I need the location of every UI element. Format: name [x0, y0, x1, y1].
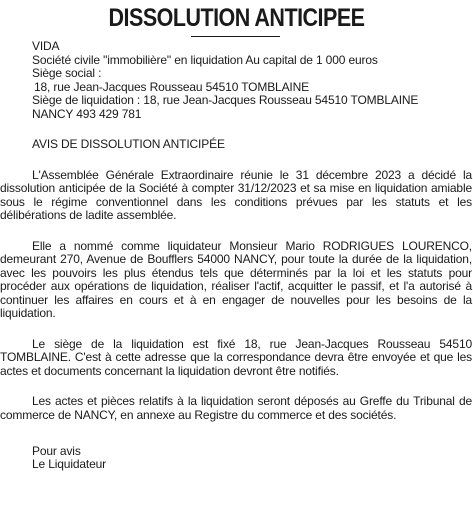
company-description: Société civile "immobilière" en liquidation Au capital de 1 000 euros: [32, 52, 378, 67]
paragraph-liquidator-text: Elle a nommé comme liquidateur Monsieur Mario RODRIGUES LOURENCO, demeurant 270, Avenue de Boufflers 54000 NANCY, pour toute la durée de la liquidation, avec les pouvoirs les plus étendus tels que déterminés par la loi et les statuts pour procéder aux opérations de liquidation, réaliser l'actif, acquitter le passif, et l'a autorisé à continuer les affaires en cours et à en engager de nouvelles pour les besoins de la liquidation.: [0, 238, 472, 320]
siege-label: Siège social :: [32, 66, 102, 80]
notice-body: [0, 40, 473, 472]
paragraph-seat: [0, 338, 473, 379]
paragraph-liquidator: [0, 240, 473, 321]
avis-heading: AVIS DE DISSOLUTION ANTICIPÉE: [32, 137, 225, 151]
closing-signatory: Le Liquidateur: [32, 457, 106, 471]
title-underline: [191, 36, 280, 37]
closing-pour-avis: Pour avis: [32, 443, 81, 458]
siege-address: 18, rue Jean-Jacques Rousseau 54510 TOMBLAINE: [34, 79, 309, 94]
rcs-number: NANCY 493 429 781: [32, 106, 142, 121]
notice-title: DISSOLUTION ANTICIPEE: [108, 4, 365, 32]
paragraph-dissolution-text: L'Assemblée Générale Extraordinaire réunie le 31 décembre 2023 a décidé la dissolution anticipée de la Société à compter 31/12/2023 et sa mise en liquidation amiable sous le régime conventionnel dans les conditions prévues par les statuts et les délibérations de ladite assemblée.: [0, 167, 472, 222]
liquidation-seat: Siège de liquidation : 18, rue Jean-Jacques Rousseau 54510 TOMBLAINE: [32, 93, 419, 107]
paragraph-seat-text: Le siège de la liquidation est fixé 18, rue Jean-Jacques Rousseau 54510 TOMBLAINE. C'est à cette adresse que la correspondance devra être envoyée et que les actes et documents concernant la liquidation devront être notifiés.: [0, 336, 472, 378]
paragraph-filing-text: Les actes et pièces relatifs à la liquidation seront déposés au Greffe du Tribunal de commerce de NANCY, en annexe au Registre du commerce et des sociétés.: [0, 394, 472, 422]
paragraph-filing: [0, 395, 473, 422]
company-name: VIDA: [32, 39, 60, 53]
paragraph-dissolution: [0, 169, 473, 223]
